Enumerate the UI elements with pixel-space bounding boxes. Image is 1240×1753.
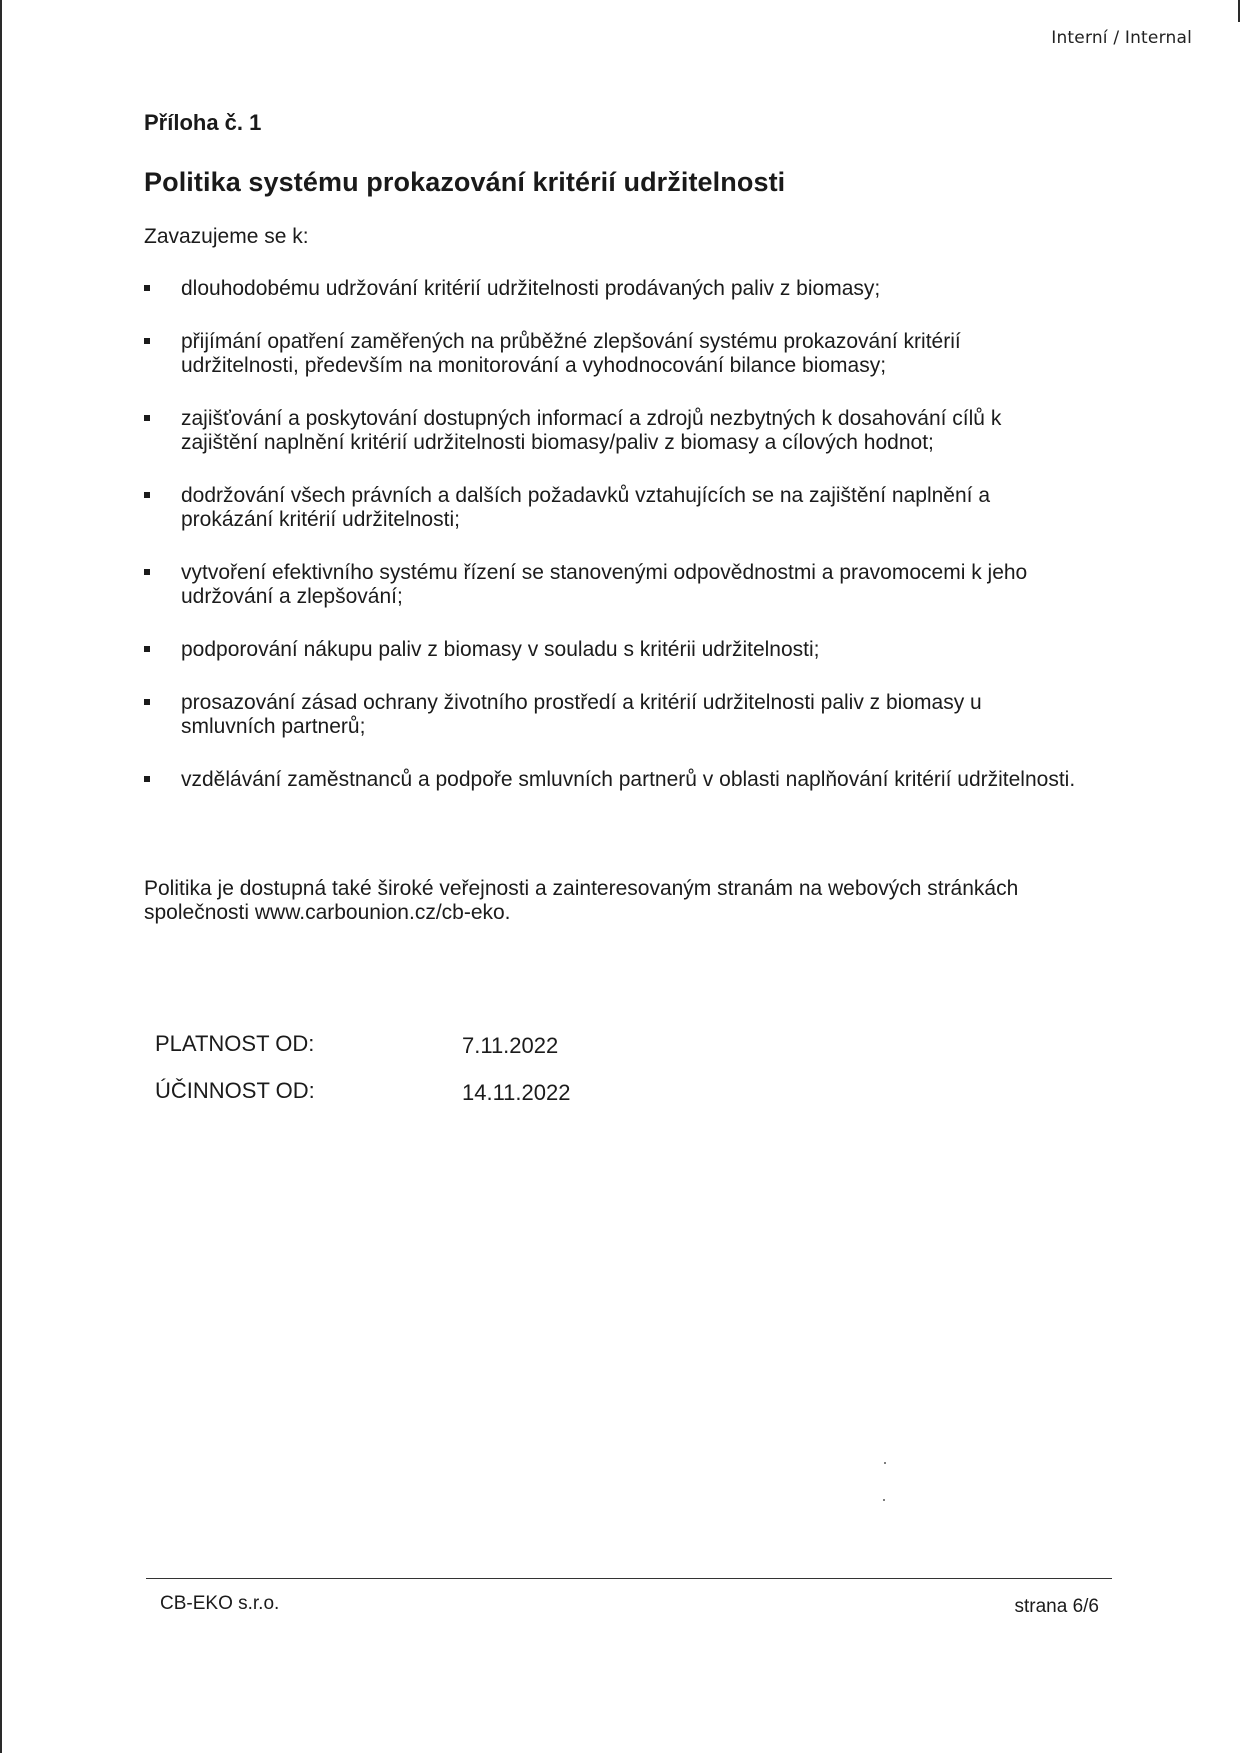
footer-divider bbox=[146, 1578, 1112, 1579]
intro-text: Zavazujeme se k: bbox=[144, 225, 309, 248]
list-item bbox=[138, 768, 1078, 792]
bullet-icon bbox=[144, 646, 150, 652]
effective-from-value: 14.11.2022 bbox=[462, 1080, 571, 1105]
commitment-text: dodržování všech právních a dalších požadavků vztahujících se na zajištění naplnění a prokázání kritérií udržitelnosti; bbox=[181, 484, 990, 531]
commitment-list bbox=[138, 277, 1078, 821]
bullet-icon bbox=[144, 699, 150, 705]
commitment-text: vzdělávání zaměstnanců a podpoře smluvních partnerů v oblasti naplňování kritérií udržitelnosti. bbox=[181, 768, 1076, 791]
list-item bbox=[138, 561, 1078, 609]
effective-from-label: ÚČINNOST OD: bbox=[155, 1078, 315, 1103]
bullet-icon bbox=[144, 492, 150, 498]
bullet-icon bbox=[144, 569, 150, 575]
commitment-text: přijímání opatření zaměřených na průběžné zlepšování systému prokazování kritérií udržitelnosti, především na monitorování a vyhodnocování bilance biomasy; bbox=[181, 330, 961, 377]
scan-speck bbox=[884, 1462, 886, 1464]
bullet-icon bbox=[144, 415, 150, 421]
bullet-icon bbox=[144, 285, 150, 291]
commitment-text: zajišťování a poskytování dostupných informací a zdrojů nezbytných k dosahování cílů k zajištění naplnění kritérií udržitelnosti biomasy/paliv z biomasy a cílových hodnot; bbox=[181, 407, 1002, 454]
page-title: Politika systému prokazování kritérií udržitelnosti bbox=[144, 167, 786, 197]
classification-label: Interní / Internal bbox=[1051, 28, 1192, 48]
footer-company: CB-EKO s.r.o. bbox=[160, 1593, 280, 1614]
valid-from-label: PLATNOST OD: bbox=[155, 1031, 315, 1056]
bullet-icon bbox=[144, 776, 150, 782]
valid-from-value: 7.11.2022 bbox=[462, 1033, 559, 1058]
commitment-text: podporování nákupu paliv z biomasy v souladu s kritérii udržitelnosti; bbox=[181, 638, 820, 661]
commitment-text: prosazování zásad ochrany životního prostředí a kritérií udržitelnosti paliv z biomasy u smluvních partnerů; bbox=[181, 691, 982, 738]
list-item bbox=[138, 330, 1078, 378]
list-item bbox=[138, 484, 1078, 532]
annex-label: Příloha č. 1 bbox=[144, 110, 262, 135]
closing-paragraph: Politika je dostupná také široké veřejnosti a zainteresovaným stranám na webových stránkách společnosti www.carbounion.cz/cb-eko. bbox=[144, 877, 1019, 924]
list-item bbox=[138, 407, 1078, 455]
commitment-text: vytvoření efektivního systému řízení se stanovenými odpovědnostmi a pravomocemi k jeho udržování a zlepšování; bbox=[181, 561, 1028, 608]
scan-edge-left bbox=[0, 0, 2, 1753]
list-item bbox=[138, 638, 1078, 662]
commitment-text: dlouhodobému udržování kritérií udržitelnosti prodávaných paliv z biomasy; bbox=[181, 277, 881, 300]
list-item bbox=[138, 277, 1078, 301]
bullet-icon bbox=[144, 338, 150, 344]
list-item bbox=[138, 691, 1078, 739]
page-number: strana 6/6 bbox=[1014, 1596, 1099, 1617]
scan-speck bbox=[883, 1499, 885, 1501]
